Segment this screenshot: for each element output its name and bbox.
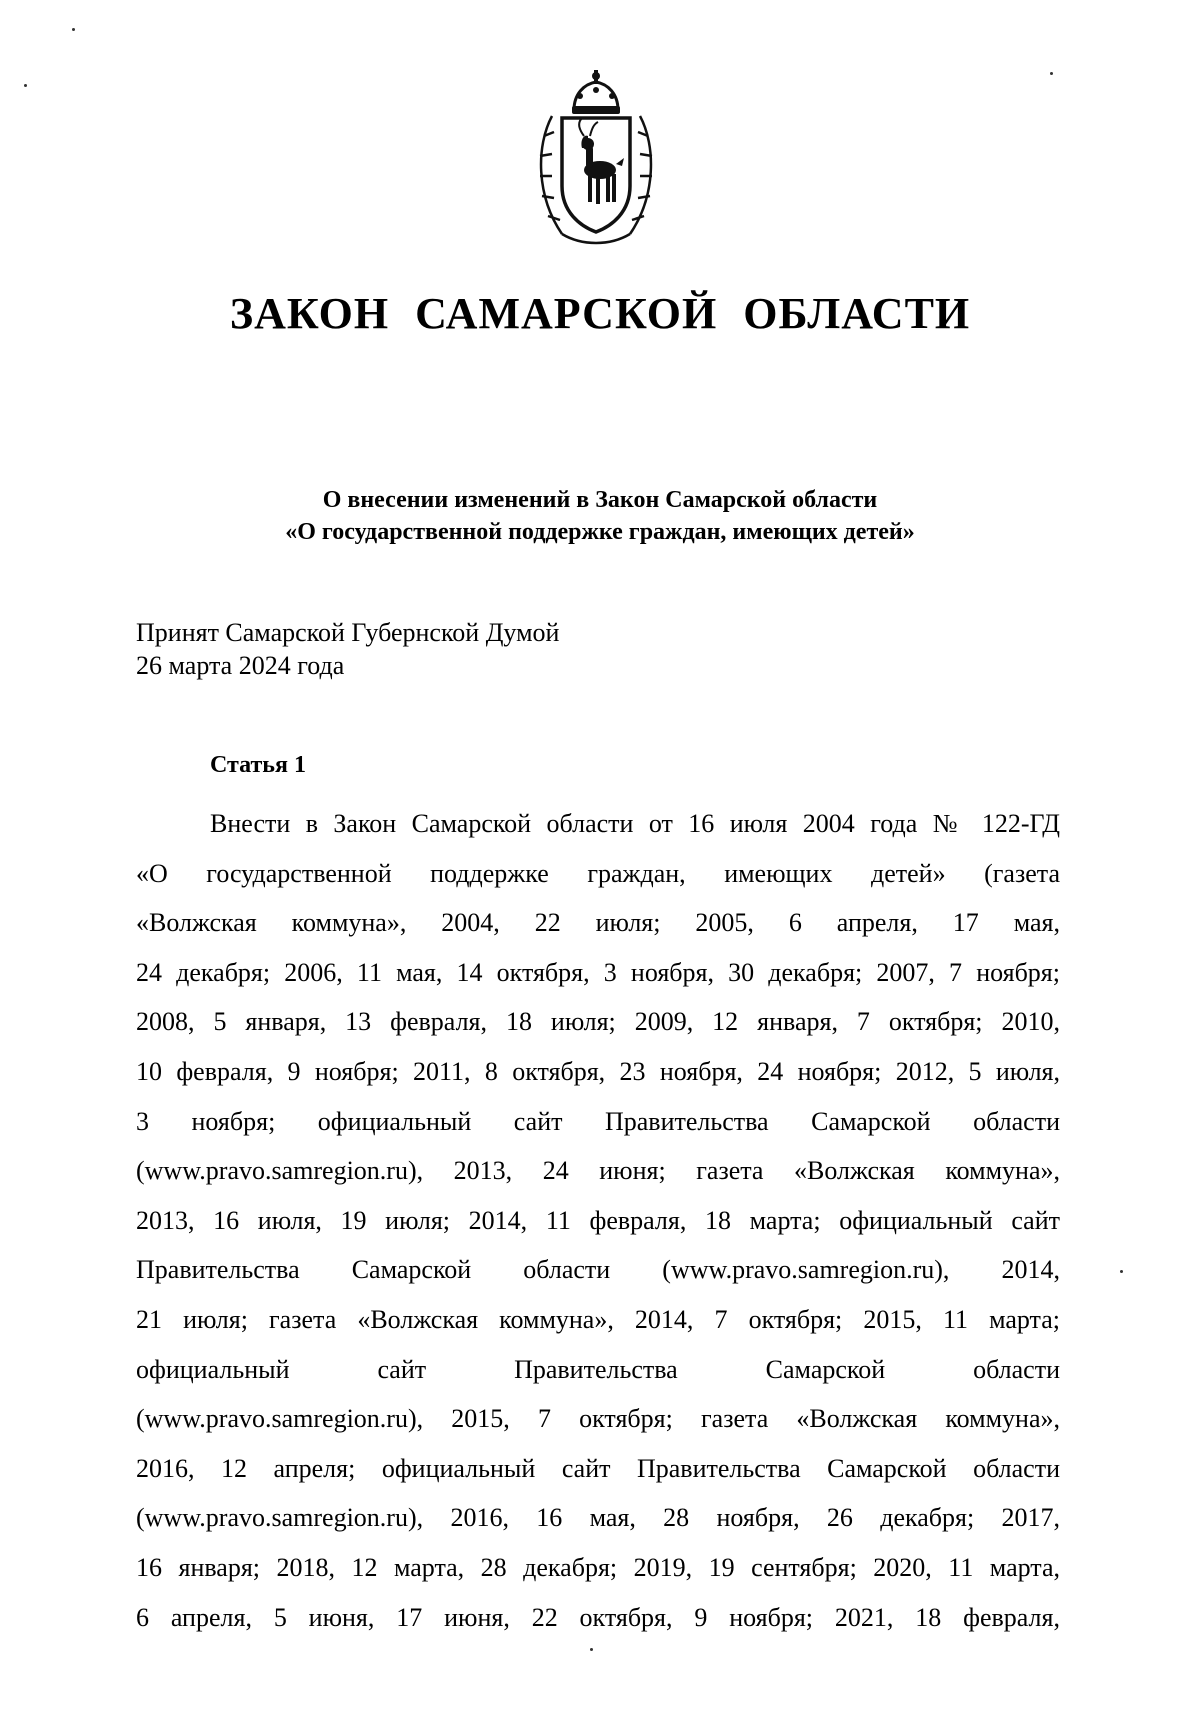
scan-speck	[1120, 1270, 1123, 1273]
article-heading: Статья 1	[210, 752, 306, 778]
body-line: 6 апреля, 5 июня, 17 июня, 22 октября, 9 ноября; 2021, 18 февраля,	[136, 1602, 1060, 1632]
scan-speck	[72, 28, 75, 31]
body-line: 16 января; 2018, 12 марта, 28 декабря; 2019, 19 сентября; 2020, 11 марта,	[136, 1552, 1060, 1582]
body-line: 10 февраля, 9 ноября; 2011, 8 октября, 23 ноября, 24 ноября; 2012, 5 июля,	[136, 1056, 1060, 1086]
law-title: ЗАКОН САМАРСКОЙ ОБЛАСТИ	[229, 289, 971, 338]
adoption-note	[136, 616, 559, 682]
body-line: Правительства Самарской области (www.pravo.samregion.ru), 2014,	[136, 1255, 1060, 1285]
body-line: 2008, 5 января, 13 февраля, 18 июля; 2009, 12 января, 7 октября; 2010,	[136, 1007, 1060, 1037]
scan-speck	[590, 1648, 593, 1651]
body-line: Внести в Закон Самарской области от 16 июля 2004 года № 122-ГД	[210, 809, 1060, 838]
subject-line: «О государственной поддержке граждан, имеющих детей»	[285, 519, 915, 545]
body-line: 21 июля; газета «Волжская коммуна», 2014, 7 октября; 2015, 11 марта;	[136, 1304, 1060, 1334]
samara-coat-of-arms-icon	[522, 66, 670, 252]
article-body	[136, 799, 1060, 1642]
body-line: 2013, 16 июля, 19 июля; 2014, 11 февраля, 18 марта; официальный сайт	[136, 1205, 1060, 1235]
body-line: «Волжская коммуна», 2004, 22 июля; 2005, 6 апреля, 17 мая,	[136, 908, 1060, 938]
scan-speck	[1050, 72, 1053, 75]
adoption-date: 26 марта 2024 года	[136, 651, 345, 680]
subject-line: О внесении изменений в Закон Самарской области	[322, 487, 878, 513]
scan-speck	[24, 84, 27, 87]
body-line: 3 ноября; официальный сайт Правительства Самарской области	[136, 1106, 1060, 1136]
body-line: «О государственной поддержке граждан, имеющих детей» (газета	[136, 858, 1060, 888]
body-line: 2016, 12 апреля; официальный сайт Правительства Самарской области	[136, 1453, 1060, 1483]
body-line: (www.pravo.samregion.ru), 2013, 24 июня; газета «Волжская коммуна»,	[136, 1156, 1060, 1186]
body-line: (www.pravo.samregion.ru), 2015, 7 октября; газета «Волжская коммуна»,	[136, 1404, 1060, 1434]
document-subject	[0, 484, 1200, 548]
body-line: официальный сайт Правительства Самарской области	[136, 1354, 1060, 1384]
body-line: (www.pravo.samregion.ru), 2016, 16 мая, 28 ноября, 26 декабря; 2017,	[136, 1503, 1060, 1533]
body-line: 24 декабря; 2006, 11 мая, 14 октября, 3 ноября, 30 декабря; 2007, 7 ноября;	[136, 957, 1060, 987]
adoption-line: Принят Самарской Губернской Думой	[136, 618, 560, 647]
